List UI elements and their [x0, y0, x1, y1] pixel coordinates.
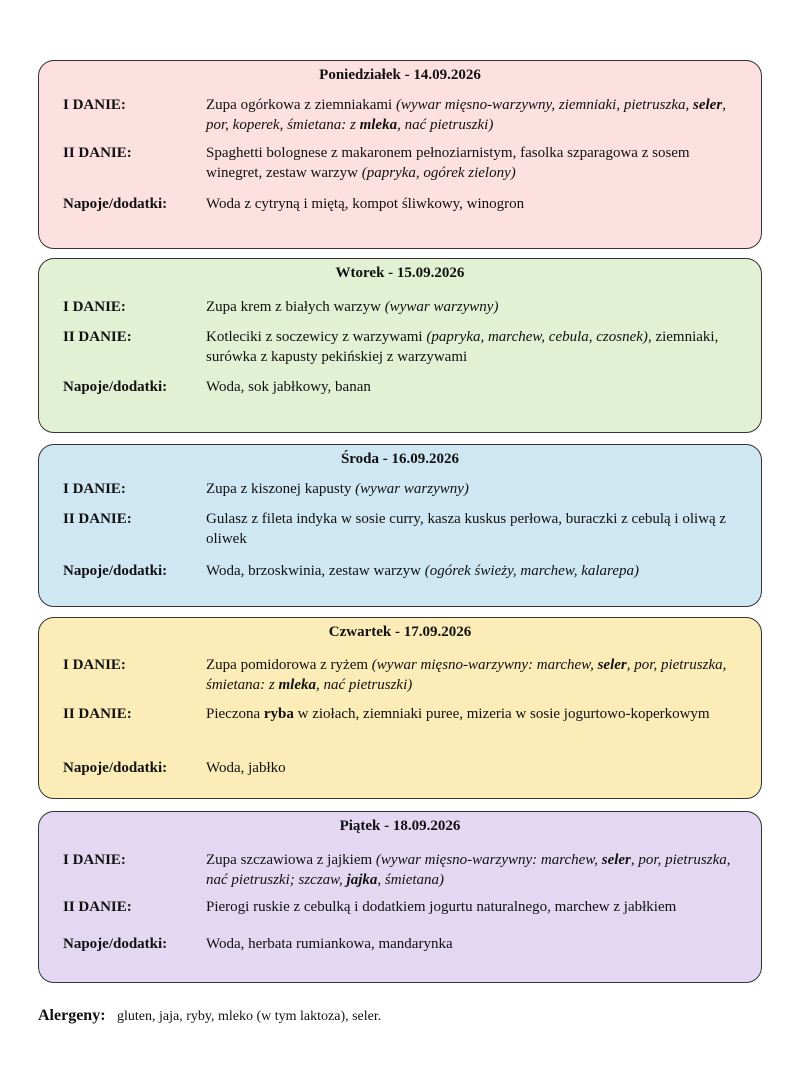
day-title: Czwartek - 17.09.2026: [328, 624, 472, 640]
allergens-note: [38, 1007, 381, 1025]
meal-description: [206, 850, 746, 890]
meal-label: I DANIE:: [63, 481, 126, 497]
allergens-label: Alergeny:: [38, 1007, 106, 1024]
meal-description: [206, 194, 746, 214]
meal-text: w ziołach, ziemniaki puree, mizeria w sosie jogurtowo-koperkowym: [293, 706, 710, 722]
meal-text: Spaghetti bolognese z makaronem pełnoziarnistym, fasolka szparagowa z sosem winegret, zestaw warzyw: [206, 145, 690, 181]
meal-description: [206, 897, 746, 917]
meal-text: Zupa pomidorowa z ryżem: [206, 657, 372, 673]
meal-text: Pieczona: [206, 706, 264, 722]
meal-text: Pierogi ruskie z cebulką i dodatkiem jogurtu naturalnego, marchew z jabłkiem: [206, 899, 677, 915]
day-card-wednesday: [38, 444, 762, 607]
meal-label: I DANIE:: [63, 657, 126, 673]
meal-label: II DANIE:: [63, 899, 132, 915]
meal-text: (wywar warzywny): [355, 481, 469, 497]
meal-description: [206, 479, 746, 499]
meal-label: Napoje/dodatki:: [63, 196, 168, 212]
meal-text: Zupa ogórkowa z ziemniakami: [206, 97, 396, 113]
allergen-highlight: seler: [597, 657, 627, 673]
meal-text: Woda, jabłko: [206, 760, 286, 776]
day-card-monday: [38, 60, 762, 249]
day-title: Piątek - 18.09.2026: [339, 818, 461, 834]
meal-label: Napoje/dodatki:: [63, 379, 168, 395]
allergen-highlight: ryba: [263, 706, 294, 722]
meal-text: Zupa z kiszonej kapusty: [206, 481, 356, 497]
meal-description: [206, 758, 746, 778]
meal-description: [206, 327, 746, 367]
allergen-highlight: jajka: [346, 872, 378, 888]
meal-text: (papryka, ogórek zielony): [361, 165, 516, 181]
day-title: Wtorek - 15.09.2026: [335, 265, 465, 281]
meal-text: Gulasz z fileta indyka w sosie curry, kasza kuskus perłowa, buraczki z cebulą i oliwą z oliwek: [206, 511, 727, 547]
allergen-highlight: mleka: [359, 117, 398, 133]
day-title: Środa - 16.09.2026: [340, 451, 460, 467]
allergen-highlight: mleka: [278, 677, 316, 693]
meal-text: Woda, sok jabłkowy, banan: [206, 379, 371, 395]
meal-label: II DANIE:: [63, 511, 132, 527]
allergens-text: gluten, jaja, ryby, mleko (w tym laktoza), seler.: [117, 1009, 382, 1024]
meal-text: (wywar mięsno-warzywny: marchew,: [375, 852, 602, 868]
meal-description: [206, 561, 746, 581]
meal-text: (papryka, marchew, cebula, czosnek): [426, 329, 648, 345]
meal-description: [206, 95, 746, 135]
meal-text: (wywar mięsno-warzywny, ziemniaki, pietruszka,: [395, 97, 694, 113]
allergen-highlight: seler: [601, 852, 631, 868]
allergen-highlight: seler: [693, 97, 723, 113]
day-card-friday: [38, 811, 762, 983]
meal-label: II DANIE:: [63, 329, 132, 345]
meal-description: [206, 509, 746, 549]
meal-description: [206, 143, 746, 183]
meal-label: II DANIE:: [63, 145, 132, 161]
meal-text: Kotleciki z soczewicy z warzywami: [206, 329, 427, 345]
meal-text: Woda, herbata rumiankowa, mandarynka: [206, 936, 453, 952]
meal-label: I DANIE:: [63, 852, 126, 868]
meal-label: I DANIE:: [63, 299, 126, 315]
meal-text: Woda, brzoskwinia, zestaw warzyw: [206, 563, 425, 579]
meal-text: , nać pietruszki): [316, 677, 413, 693]
meal-label: Napoje/dodatki:: [63, 563, 168, 579]
meal-text: , śmietana): [377, 872, 445, 888]
day-title: Poniedziałek - 14.09.2026: [319, 67, 481, 83]
meal-text: , ziemniaki, surówka z kapusty pekińskiej z warzywami: [206, 329, 719, 365]
meal-description: [206, 377, 746, 397]
meal-description: [206, 297, 746, 317]
meal-description: [206, 934, 746, 954]
meal-description: [206, 655, 746, 695]
meal-text: Zupa krem z białych warzyw: [206, 299, 385, 315]
meal-label: II DANIE:: [63, 706, 132, 722]
meal-label: Napoje/dodatki:: [63, 936, 168, 952]
meal-text: (ogórek świeży, marchew, kalarepa): [424, 563, 639, 579]
meal-description: [206, 704, 746, 724]
meal-text: (wywar warzywny): [384, 299, 499, 315]
meal-label: Napoje/dodatki:: [63, 760, 168, 776]
meal-text: , por, koperek, śmietana: z: [206, 97, 726, 133]
meal-text: (wywar mięsno-warzywny: marchew,: [371, 657, 598, 673]
meal-text: , nać pietruszki): [397, 117, 494, 133]
day-card-thursday: [38, 617, 762, 799]
meal-label: I DANIE:: [63, 97, 126, 113]
meal-text: Zupa szczawiowa z jajkiem: [206, 852, 376, 868]
meal-text: , por, pietruszka, nać pietruszki; szczaw,: [206, 852, 731, 888]
day-card-tuesday: [38, 258, 762, 433]
meal-text: , por, pietruszka, śmietana: z: [206, 657, 727, 693]
meal-text: Woda z cytryną i miętą, kompot śliwkowy, winogron: [206, 196, 525, 212]
